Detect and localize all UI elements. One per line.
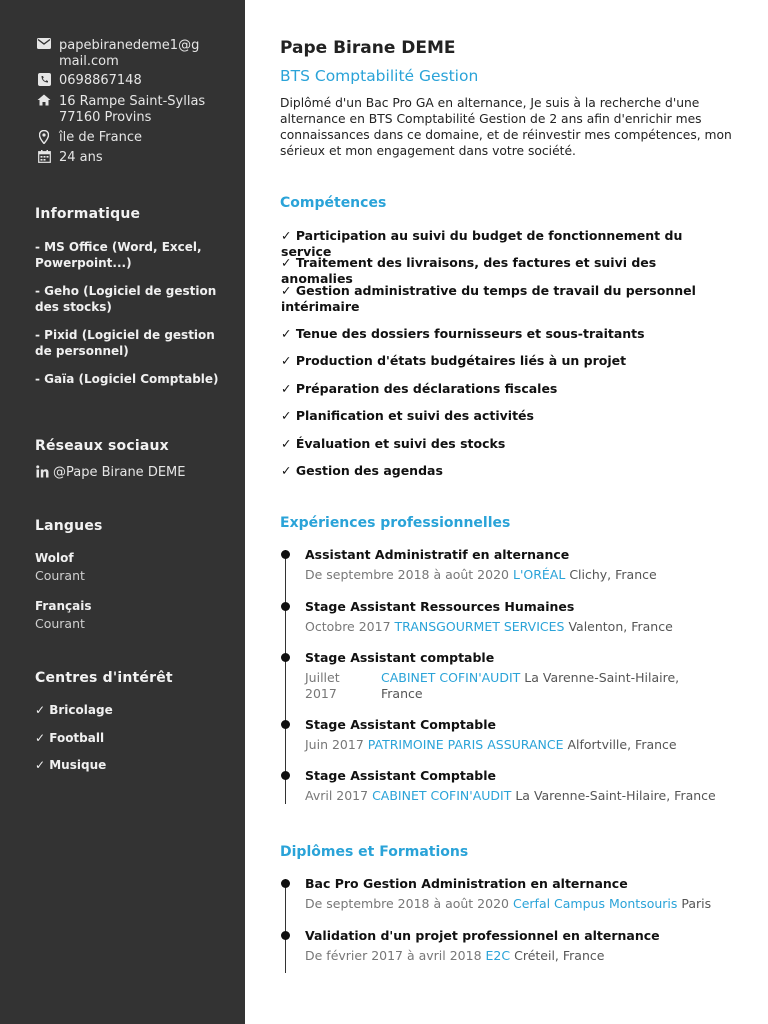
timeline-dot	[281, 653, 290, 662]
skill-item: ✓ Évaluation et suivi des stocks	[281, 436, 506, 451]
interets-heading: Centres d'intérêt	[35, 670, 173, 686]
phone-text: 0698867148	[59, 73, 142, 88]
diploma-date: De février 2017 à avril 2018	[305, 948, 482, 963]
experience-company: L'ORÉAL	[512, 567, 566, 582]
experience-details	[305, 788, 716, 804]
diploma-title: Bac Pro Gestion Administration en alternance	[305, 876, 628, 891]
diplomes-heading: Diplômes et Formations	[280, 844, 469, 860]
experience-details	[381, 670, 711, 702]
experience-date: Juin 2017	[305, 737, 364, 752]
informatique-item: - MS Office (Word, Excel, Powerpoint...)	[35, 240, 202, 270]
experience-company: PATRIMOINE PARIS ASSURANCE	[367, 737, 564, 752]
experience-date: Juillet 2017	[305, 670, 340, 701]
candidate-name: Pape Birane DEME	[280, 38, 456, 58]
informatique-item: - Pixid (Logiciel de gestion de personnel)	[35, 328, 215, 358]
language-name: Français	[35, 599, 92, 613]
diploma-details	[305, 896, 711, 912]
skill-item: ✓ Traitement des livraisons, des factures et suivi des anomalies	[281, 255, 657, 286]
diploma-title: Validation d'un projet professionnel en alternance	[305, 928, 660, 943]
experience-title: Stage Assistant Comptable	[305, 717, 496, 732]
experience-timeline-line	[285, 550, 286, 804]
calendar-icon	[36, 150, 52, 166]
experiences-heading: Expériences professionnelles	[280, 515, 511, 531]
informatique-item: - Gaïa (Logiciel Comptable)	[35, 372, 219, 386]
diploma-place: Paris	[681, 896, 712, 911]
diploma-place: Créteil, France	[514, 948, 605, 963]
envelope-icon	[36, 38, 52, 54]
timeline-dot	[281, 550, 290, 559]
skill-item: ✓ Gestion des agendas	[281, 463, 443, 478]
contact-age	[36, 150, 209, 166]
skill-item: ✓ Gestion administrative du temps de travail du personnel intérimaire	[281, 283, 696, 314]
job-title: BTS Comptabilité Gestion	[280, 67, 479, 85]
experience-company: CABINET COFIN'AUDIT	[381, 670, 521, 685]
email-text: papebiranedeme1@gmail.com	[59, 38, 200, 69]
experience-place: Valenton, France	[568, 619, 673, 634]
experience-date: Octobre 2017	[305, 619, 391, 634]
experience-title: Assistant Administratif en alternance	[305, 547, 570, 562]
language-level: Courant	[35, 568, 85, 583]
diploma-date: De septembre 2018 à août 2020	[305, 896, 509, 911]
address-text: 16 Rampe Saint-Syllas 77160 Provins	[59, 94, 206, 125]
interest-item: ✓ Bricolage	[35, 703, 113, 717]
experience-date-block	[305, 670, 375, 702]
contact-email[interactable]	[36, 38, 209, 70]
region-text: île de France	[59, 130, 142, 145]
informatique-item: - Geho (Logiciel de gestion des stocks)	[35, 284, 217, 314]
skill-item: ✓ Planification et suivi des activités	[281, 408, 534, 423]
profile-summary: Diplômé d'un Bac Pro GA en alternance, Je suis à la recherche d'une alternance en BTS Comptabilité Gestion de 2 ans afin d'enrichir mes connaissances dans ce domaine, et de réinvestir mes compétences, mon sérieux et mon engagement dans votre société.	[280, 96, 732, 158]
linkedin-icon	[35, 465, 49, 481]
contact-phone[interactable]	[36, 73, 209, 89]
diploma-school: Cerfal Campus Montsouris	[512, 896, 678, 911]
education-timeline-line	[285, 879, 286, 973]
competences-heading: Compétences	[280, 195, 387, 211]
experience-details	[305, 567, 657, 583]
experience-place: Clichy, France	[569, 567, 657, 582]
interest-item: ✓ Musique	[35, 758, 107, 772]
timeline-dot	[281, 771, 290, 780]
timeline-dot	[281, 720, 290, 729]
experience-details	[305, 737, 677, 753]
experience-date: Avril 2017	[305, 788, 369, 803]
language-name: Wolof	[35, 551, 74, 565]
skill-item: ✓ Participation au suivi du budget de fonctionnement du service	[281, 228, 683, 259]
interest-item: ✓ Football	[35, 731, 105, 745]
langues-heading: Langues	[35, 518, 103, 534]
timeline-dot	[281, 602, 290, 611]
experience-company: CABINET COFIN'AUDIT	[372, 788, 512, 803]
diploma-school: E2C	[485, 948, 511, 963]
phone-icon	[36, 73, 52, 89]
experience-details	[305, 619, 673, 635]
experience-place: La Varenne-Saint-Hilaire, France	[515, 788, 716, 803]
timeline-dot	[281, 931, 290, 940]
skill-item: ✓ Tenue des dossiers fournisseurs et sous-traitants	[281, 326, 645, 341]
experience-title: Stage Assistant Ressources Humaines	[305, 599, 575, 614]
location-pin-icon	[36, 130, 52, 146]
timeline-dot	[281, 879, 290, 888]
informatique-heading: Informatique	[35, 206, 141, 222]
experience-date: De septembre 2018 à août 2020	[305, 567, 509, 582]
language-level: Courant	[35, 616, 85, 631]
diploma-details	[305, 948, 604, 964]
linkedin-link[interactable]	[35, 465, 203, 481]
experience-place: Alfortville, France	[567, 737, 677, 752]
experience-title: Stage Assistant comptable	[305, 650, 495, 665]
age-text: 24 ans	[59, 150, 103, 165]
contact-address	[36, 94, 209, 126]
social-heading: Réseaux sociaux	[35, 438, 169, 454]
linkedin-text: @Pape Birane DEME	[53, 465, 186, 480]
contact-region	[36, 130, 209, 146]
experience-place: La Varenne-Saint-Hilaire, France	[381, 670, 680, 701]
experience-company: TRANSGOURMET SERVICES	[394, 619, 565, 634]
skill-item: ✓ Production d'états budgétaires liés à un projet	[281, 353, 627, 368]
sidebar	[0, 0, 245, 1024]
home-icon	[36, 94, 52, 110]
skill-item: ✓ Préparation des déclarations fiscales	[281, 381, 558, 396]
experience-title: Stage Assistant Comptable	[305, 768, 496, 783]
